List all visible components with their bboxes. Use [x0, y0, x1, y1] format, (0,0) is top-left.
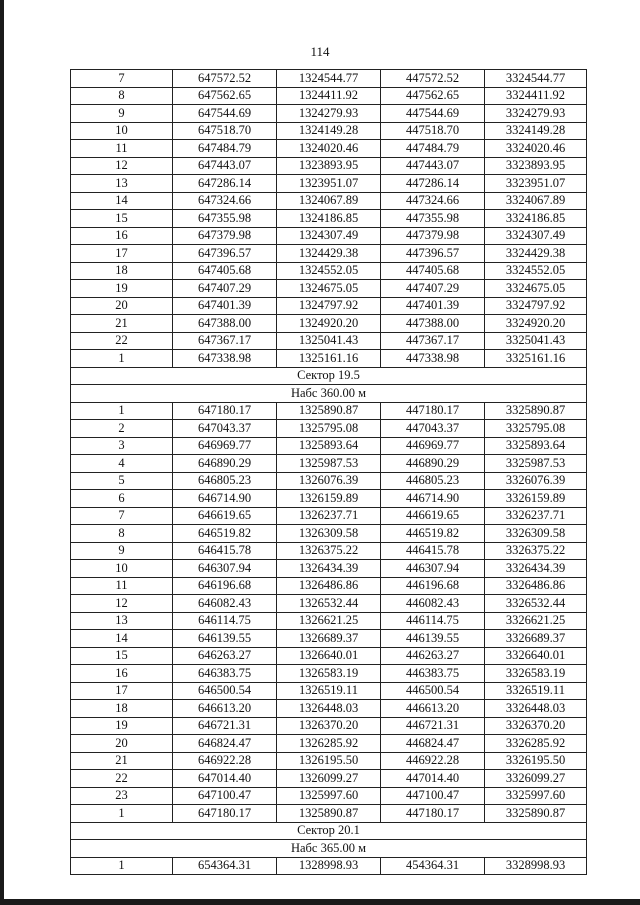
coordinate-cell: 447338.98 — [381, 350, 485, 368]
coordinate-cell: 454364.31 — [381, 857, 485, 875]
coordinate-cell: 647338.98 — [173, 350, 277, 368]
point-number-cell: 12 — [71, 595, 173, 613]
coordinate-cell: 1326486.86 — [277, 577, 381, 595]
coordinate-cell: 647043.37 — [173, 420, 277, 438]
coordinate-cell: 447100.47 — [381, 787, 485, 805]
point-number-cell: 12 — [71, 157, 173, 175]
coordinate-cell: 3326237.71 — [485, 507, 587, 525]
coordinate-cell: 3325890.87 — [485, 402, 587, 420]
page-number: 114 — [310, 44, 330, 59]
coordinate-cell: 1325987.53 — [277, 455, 381, 473]
coordinate-cell: 1326532.44 — [277, 595, 381, 613]
coordinate-cell: 1324411.92 — [277, 87, 381, 105]
coordinate-cell: 446805.23 — [381, 472, 485, 490]
point-number-cell: 20 — [71, 735, 173, 753]
coordinate-cell: 3326370.20 — [485, 717, 587, 735]
coordinate-cell: 1325890.87 — [277, 805, 381, 823]
table-row — [71, 192, 587, 210]
coordinate-cell: 3326159.89 — [485, 490, 587, 508]
coordinate-cell: 1325795.08 — [277, 420, 381, 438]
point-number-cell: 2 — [71, 420, 173, 438]
coordinate-cell: 647324.66 — [173, 192, 277, 210]
coordinate-cell: 647401.39 — [173, 297, 277, 315]
coordinate-cell: 646082.43 — [173, 595, 277, 613]
coordinate-cell: 1324544.77 — [277, 70, 381, 88]
point-number-cell: 6 — [71, 490, 173, 508]
coordinate-cell: 3323951.07 — [485, 175, 587, 193]
coordinate-cell: 1324920.20 — [277, 315, 381, 333]
coordinate-cell: 3325997.60 — [485, 787, 587, 805]
point-number-cell: 9 — [71, 542, 173, 560]
coordinate-cell: 3326099.27 — [485, 770, 587, 788]
coordinate-cell: 1324552.05 — [277, 262, 381, 280]
point-number-cell: 23 — [71, 787, 173, 805]
coordinate-cell: 446196.68 — [381, 577, 485, 595]
coordinate-cell: 647484.79 — [173, 140, 277, 158]
table-row — [71, 507, 587, 525]
coordinate-cell: 446714.90 — [381, 490, 485, 508]
coordinate-cell: 3324797.92 — [485, 297, 587, 315]
coordinate-cell: 3324920.20 — [485, 315, 587, 333]
point-number-cell: 10 — [71, 560, 173, 578]
table-row — [71, 787, 587, 805]
coordinate-cell: 647562.65 — [173, 87, 277, 105]
coordinate-cell: 1326099.27 — [277, 770, 381, 788]
coordinate-cell: 1326195.50 — [277, 752, 381, 770]
coordinate-cell: 3326375.22 — [485, 542, 587, 560]
coordinate-cell: 646307.94 — [173, 560, 277, 578]
coordinate-cell: 1326370.20 — [277, 717, 381, 735]
coordinate-cell: 647572.52 — [173, 70, 277, 88]
coordinate-cell: 1324797.92 — [277, 297, 381, 315]
coordinate-cell: 446619.65 — [381, 507, 485, 525]
point-number-cell: 14 — [71, 630, 173, 648]
coordinate-cell: 647286.14 — [173, 175, 277, 193]
table-row — [71, 542, 587, 560]
coordinate-cell: 447562.65 — [381, 87, 485, 105]
point-number-cell: 18 — [71, 262, 173, 280]
coordinate-cell: 446082.43 — [381, 595, 485, 613]
point-number-cell: 1 — [71, 857, 173, 875]
point-number-cell: 21 — [71, 752, 173, 770]
coordinate-cell: 3325893.64 — [485, 437, 587, 455]
coordinate-cell: 3326486.86 — [485, 577, 587, 595]
point-number-cell: 1 — [71, 402, 173, 420]
table-row — [71, 87, 587, 105]
table-row — [71, 245, 587, 263]
table-row — [71, 560, 587, 578]
coordinate-cell: 3326448.03 — [485, 700, 587, 718]
table-row — [71, 647, 587, 665]
table-row — [71, 857, 587, 875]
point-number-cell: 16 — [71, 227, 173, 245]
table-row — [71, 262, 587, 280]
coordinate-cell: 446922.28 — [381, 752, 485, 770]
coordinate-cell: 3325987.53 — [485, 455, 587, 473]
coordinate-cell: 646500.54 — [173, 682, 277, 700]
table-row — [71, 297, 587, 315]
coordinate-cell: 646383.75 — [173, 665, 277, 683]
table-row — [71, 105, 587, 123]
coordinate-cell: 1324429.38 — [277, 245, 381, 263]
coordinate-cell: 1326375.22 — [277, 542, 381, 560]
point-number-cell: 21 — [71, 315, 173, 333]
coordinate-cell: 3325795.08 — [485, 420, 587, 438]
coordinate-cell: 446263.27 — [381, 647, 485, 665]
table-row — [71, 490, 587, 508]
point-number-cell: 19 — [71, 280, 173, 298]
table-row — [71, 525, 587, 543]
coordinate-cell: 446969.77 — [381, 437, 485, 455]
point-number-cell: 22 — [71, 332, 173, 350]
coordinate-cell: 447401.39 — [381, 297, 485, 315]
coordinate-cell: 646415.78 — [173, 542, 277, 560]
coordinate-cell: 3324279.93 — [485, 105, 587, 123]
coordinate-cell: 647396.57 — [173, 245, 277, 263]
coordinate-cell: 3324429.38 — [485, 245, 587, 263]
coordinate-cell: 3324411.92 — [485, 87, 587, 105]
table-row — [71, 735, 587, 753]
table-row — [71, 437, 587, 455]
coordinate-cell: 1324186.85 — [277, 210, 381, 228]
table-row — [71, 70, 587, 88]
coordinates-table-body — [71, 70, 587, 875]
point-number-cell: 3 — [71, 437, 173, 455]
coordinate-cell: 447043.37 — [381, 420, 485, 438]
table-row — [71, 455, 587, 473]
coordinate-cell: 646824.47 — [173, 735, 277, 753]
page-left-edge — [0, 0, 4, 905]
point-number-cell: 15 — [71, 647, 173, 665]
table-row — [71, 472, 587, 490]
coordinate-cell: 646805.23 — [173, 472, 277, 490]
coordinate-cell: 647180.17 — [173, 402, 277, 420]
table-row — [71, 682, 587, 700]
point-number-cell: 17 — [71, 682, 173, 700]
point-number-cell: 11 — [71, 140, 173, 158]
coordinate-cell: 1325161.16 — [277, 350, 381, 368]
coordinate-cell: 446139.55 — [381, 630, 485, 648]
point-number-cell: 8 — [71, 87, 173, 105]
table-row — [71, 630, 587, 648]
coordinate-cell: 1325997.60 — [277, 787, 381, 805]
table-row — [71, 717, 587, 735]
coordinate-cell: 3324186.85 — [485, 210, 587, 228]
table-row — [71, 280, 587, 298]
coordinate-cell: 3326076.39 — [485, 472, 587, 490]
coordinate-cell: 3324020.46 — [485, 140, 587, 158]
coordinate-cell: 1326689.37 — [277, 630, 381, 648]
coordinate-cell: 447379.98 — [381, 227, 485, 245]
sector-header-cell: Набс 360.00 м — [71, 385, 587, 403]
coordinate-cell: 646619.65 — [173, 507, 277, 525]
coordinate-cell: 446500.54 — [381, 682, 485, 700]
coordinate-cell: 3326519.11 — [485, 682, 587, 700]
point-number-cell: 20 — [71, 297, 173, 315]
coordinate-cell: 447367.17 — [381, 332, 485, 350]
coordinate-cell: 1325041.43 — [277, 332, 381, 350]
coordinate-cell: 646922.28 — [173, 752, 277, 770]
point-number-cell: 8 — [71, 525, 173, 543]
coordinate-cell: 646114.75 — [173, 612, 277, 630]
sector-header-row — [71, 367, 587, 385]
coordinate-cell: 447405.68 — [381, 262, 485, 280]
table-row — [71, 770, 587, 788]
table-row — [71, 595, 587, 613]
coordinates-table — [70, 69, 587, 875]
coordinate-cell: 1328998.93 — [277, 857, 381, 875]
coordinate-cell: 3324675.05 — [485, 280, 587, 298]
coordinate-cell: 3326583.19 — [485, 665, 587, 683]
coordinate-cell: 1323893.95 — [277, 157, 381, 175]
coordinate-cell: 1326448.03 — [277, 700, 381, 718]
coordinate-cell: 646969.77 — [173, 437, 277, 455]
point-number-cell: 15 — [71, 210, 173, 228]
point-number-cell: 9 — [71, 105, 173, 123]
coordinate-cell: 447544.69 — [381, 105, 485, 123]
coordinate-cell: 646890.29 — [173, 455, 277, 473]
coordinate-cell: 1326237.71 — [277, 507, 381, 525]
coordinate-cell: 447396.57 — [381, 245, 485, 263]
point-number-cell: 11 — [71, 577, 173, 595]
coordinate-cell: 446721.31 — [381, 717, 485, 735]
coordinate-cell: 447286.14 — [381, 175, 485, 193]
table-row — [71, 752, 587, 770]
coordinate-cell: 3325041.43 — [485, 332, 587, 350]
coordinate-cell: 1325893.64 — [277, 437, 381, 455]
coordinate-cell: 447180.17 — [381, 805, 485, 823]
coordinate-cell: 446824.47 — [381, 735, 485, 753]
coordinate-cell: 3326640.01 — [485, 647, 587, 665]
coordinate-cell: 3326621.25 — [485, 612, 587, 630]
table-row — [71, 175, 587, 193]
coordinate-cell: 3326532.44 — [485, 595, 587, 613]
coordinate-cell: 646139.55 — [173, 630, 277, 648]
coordinate-cell: 3325890.87 — [485, 805, 587, 823]
table-row — [71, 140, 587, 158]
coordinate-cell: 446519.82 — [381, 525, 485, 543]
coordinate-cell: 446114.75 — [381, 612, 485, 630]
coordinate-cell: 3326434.39 — [485, 560, 587, 578]
coordinate-cell: 447518.70 — [381, 122, 485, 140]
coordinate-cell: 446383.75 — [381, 665, 485, 683]
coordinate-cell: 447407.29 — [381, 280, 485, 298]
point-number-cell: 19 — [71, 717, 173, 735]
point-number-cell: 1 — [71, 350, 173, 368]
coordinate-cell: 647100.47 — [173, 787, 277, 805]
coordinate-cell: 1324307.49 — [277, 227, 381, 245]
point-number-cell: 7 — [71, 507, 173, 525]
coordinate-cell: 1324020.46 — [277, 140, 381, 158]
coordinate-cell: 447324.66 — [381, 192, 485, 210]
coordinate-cell: 1326076.39 — [277, 472, 381, 490]
coordinate-cell: 1325890.87 — [277, 402, 381, 420]
coordinate-cell: 646263.27 — [173, 647, 277, 665]
coordinate-cell: 647180.17 — [173, 805, 277, 823]
coordinate-cell: 647355.98 — [173, 210, 277, 228]
coordinate-cell: 1326159.89 — [277, 490, 381, 508]
coordinate-cell: 3326195.50 — [485, 752, 587, 770]
sector-header-row — [71, 385, 587, 403]
coordinate-cell: 647367.17 — [173, 332, 277, 350]
coordinate-cell: 446613.20 — [381, 700, 485, 718]
coordinate-cell: 654364.31 — [173, 857, 277, 875]
coordinate-cell: 647388.00 — [173, 315, 277, 333]
coordinate-cell: 1326309.58 — [277, 525, 381, 543]
coordinate-cell: 446890.29 — [381, 455, 485, 473]
coordinate-cell: 647405.68 — [173, 262, 277, 280]
coordinate-cell: 1324675.05 — [277, 280, 381, 298]
table-row — [71, 227, 587, 245]
table-row — [71, 350, 587, 368]
table-row — [71, 700, 587, 718]
point-number-cell: 5 — [71, 472, 173, 490]
table-row — [71, 420, 587, 438]
coordinate-cell: 1324279.93 — [277, 105, 381, 123]
point-number-cell: 13 — [71, 175, 173, 193]
point-number-cell: 17 — [71, 245, 173, 263]
coordinate-cell: 3326689.37 — [485, 630, 587, 648]
table-row — [71, 577, 587, 595]
point-number-cell: 16 — [71, 665, 173, 683]
coordinate-cell: 1326285.92 — [277, 735, 381, 753]
coordinate-cell: 646196.68 — [173, 577, 277, 595]
coordinate-cell: 3325161.16 — [485, 350, 587, 368]
point-number-cell: 10 — [71, 122, 173, 140]
sector-header-cell: Сектор 20.1 — [71, 822, 587, 840]
coordinate-cell: 647407.29 — [173, 280, 277, 298]
coordinate-cell: 647544.69 — [173, 105, 277, 123]
coordinate-cell: 3324307.49 — [485, 227, 587, 245]
coordinate-cell: 1326583.19 — [277, 665, 381, 683]
coordinate-cell: 3323893.95 — [485, 157, 587, 175]
coordinate-cell: 646714.90 — [173, 490, 277, 508]
table-row — [71, 315, 587, 333]
coordinate-cell: 646519.82 — [173, 525, 277, 543]
sector-header-cell: Набс 365.00 м — [71, 840, 587, 858]
point-number-cell: 4 — [71, 455, 173, 473]
coordinate-cell: 447355.98 — [381, 210, 485, 228]
coordinate-cell: 447014.40 — [381, 770, 485, 788]
coordinate-cell: 647379.98 — [173, 227, 277, 245]
point-number-cell: 1 — [71, 805, 173, 823]
coordinate-cell: 1324149.28 — [277, 122, 381, 140]
coordinate-cell: 446307.94 — [381, 560, 485, 578]
point-number-cell: 18 — [71, 700, 173, 718]
coordinate-cell: 447180.17 — [381, 402, 485, 420]
coordinate-cell: 647518.70 — [173, 122, 277, 140]
point-number-cell: 7 — [71, 70, 173, 88]
point-number-cell: 22 — [71, 770, 173, 788]
coordinate-cell: 1323951.07 — [277, 175, 381, 193]
coordinate-cell: 446415.78 — [381, 542, 485, 560]
sector-header-row — [71, 840, 587, 858]
sector-header-row — [71, 822, 587, 840]
table-row — [71, 157, 587, 175]
coordinate-cell: 646721.31 — [173, 717, 277, 735]
point-number-cell: 14 — [71, 192, 173, 210]
coordinate-cell: 3324067.89 — [485, 192, 587, 210]
coordinate-cell: 3324544.77 — [485, 70, 587, 88]
table-row — [71, 805, 587, 823]
coordinate-cell: 1326621.25 — [277, 612, 381, 630]
coordinate-cell: 647443.07 — [173, 157, 277, 175]
coordinate-cell: 1326434.39 — [277, 560, 381, 578]
page-bottom-edge — [0, 899, 640, 905]
coordinate-cell: 646613.20 — [173, 700, 277, 718]
coordinate-cell: 3324552.05 — [485, 262, 587, 280]
coordinate-cell: 3326309.58 — [485, 525, 587, 543]
coordinate-cell: 3324149.28 — [485, 122, 587, 140]
coordinate-cell: 647014.40 — [173, 770, 277, 788]
coordinate-cell: 447484.79 — [381, 140, 485, 158]
table-row — [71, 122, 587, 140]
coordinate-cell: 447443.07 — [381, 157, 485, 175]
coordinate-cell: 1324067.89 — [277, 192, 381, 210]
table-row — [71, 402, 587, 420]
point-number-cell: 13 — [71, 612, 173, 630]
coordinate-cell: 447572.52 — [381, 70, 485, 88]
coordinate-cell: 3328998.93 — [485, 857, 587, 875]
coordinate-cell: 447388.00 — [381, 315, 485, 333]
table-row — [71, 210, 587, 228]
coordinate-cell: 1326519.11 — [277, 682, 381, 700]
table-row — [71, 612, 587, 630]
table-row — [71, 332, 587, 350]
table-row — [71, 665, 587, 683]
coordinate-cell: 1326640.01 — [277, 647, 381, 665]
coordinate-cell: 3326285.92 — [485, 735, 587, 753]
sector-header-cell: Сектор 19.5 — [71, 367, 587, 385]
